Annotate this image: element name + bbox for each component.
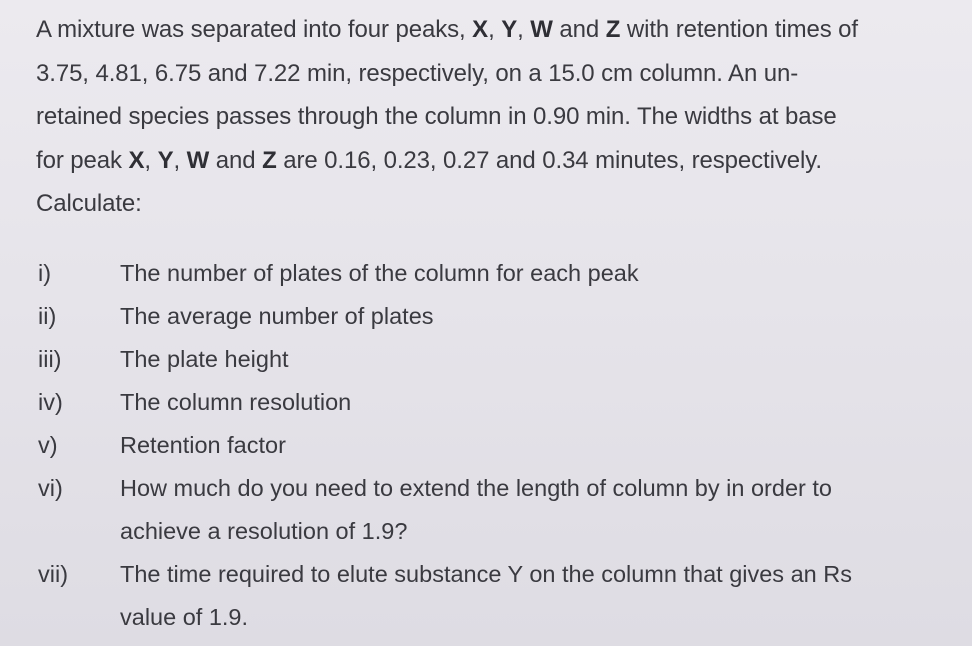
problem-line-4 <box>36 139 941 183</box>
question-text: Retention factor <box>120 432 286 458</box>
peak-x-label: X <box>472 16 489 43</box>
text-segment: and <box>209 146 263 174</box>
question-text: How much do you need to extend the length of column by in order to <box>120 475 832 501</box>
peak-z-label: Z <box>605 16 621 43</box>
question-number: vi) <box>38 475 63 501</box>
problem-line-3: retained species passes through the column in 0.90 min. The widths at base <box>36 103 837 130</box>
question-item <box>36 295 936 338</box>
question-item <box>36 252 936 295</box>
text-segment: , <box>144 146 158 174</box>
question-number: ii) <box>38 303 57 329</box>
text-segment: , <box>517 16 531 43</box>
question-item <box>36 424 936 467</box>
problem-line-2: 3.75, 4.81, 6.75 and 7.22 min, respectively, on a 15.0 cm column. An un- <box>36 59 799 87</box>
question-number: i) <box>38 260 52 286</box>
question-text: The column resolution <box>120 389 352 415</box>
text-segment: are 0.16, 0.23, 0.27 and 0.34 minutes, respectively. <box>276 146 822 174</box>
question-number: v) <box>38 432 58 458</box>
question-number: iv) <box>38 389 63 415</box>
peak-y-label: Y <box>157 146 174 174</box>
question-number: iii) <box>38 346 62 372</box>
question-number: vii) <box>38 561 69 587</box>
peak-y-label: Y <box>501 16 518 43</box>
question-text: The time required to elute substance Y on the column that gives an Rs <box>120 561 852 587</box>
question-item <box>36 338 936 381</box>
question-item <box>36 553 936 639</box>
question-text-continued: achieve a resolution of 1.9? <box>120 518 408 544</box>
text-segment: and <box>552 16 606 43</box>
text-segment: , <box>173 146 187 174</box>
problem-statement <box>36 8 941 226</box>
peak-z-label: Z <box>262 146 277 174</box>
text-segment: A mixture was separated into four peaks, <box>36 16 473 43</box>
question-text: The average number of plates <box>120 303 434 329</box>
text-segment: with retention times of <box>620 16 858 43</box>
peak-x-label: X <box>128 146 145 174</box>
question-item <box>36 381 936 424</box>
question-item <box>36 467 936 553</box>
question-text: The plate height <box>120 346 289 372</box>
question-list <box>36 252 936 639</box>
problem-line-1 <box>36 8 941 52</box>
text-segment: for peak <box>36 146 129 174</box>
question-text-continued: value of 1.9. <box>120 604 249 630</box>
question-text: The number of plates of the column for each peak <box>120 260 639 286</box>
text-segment: , <box>488 16 502 43</box>
peak-w-label: W <box>186 146 210 174</box>
peak-w-label: W <box>530 16 553 43</box>
calculate-label: Calculate: <box>36 190 142 217</box>
